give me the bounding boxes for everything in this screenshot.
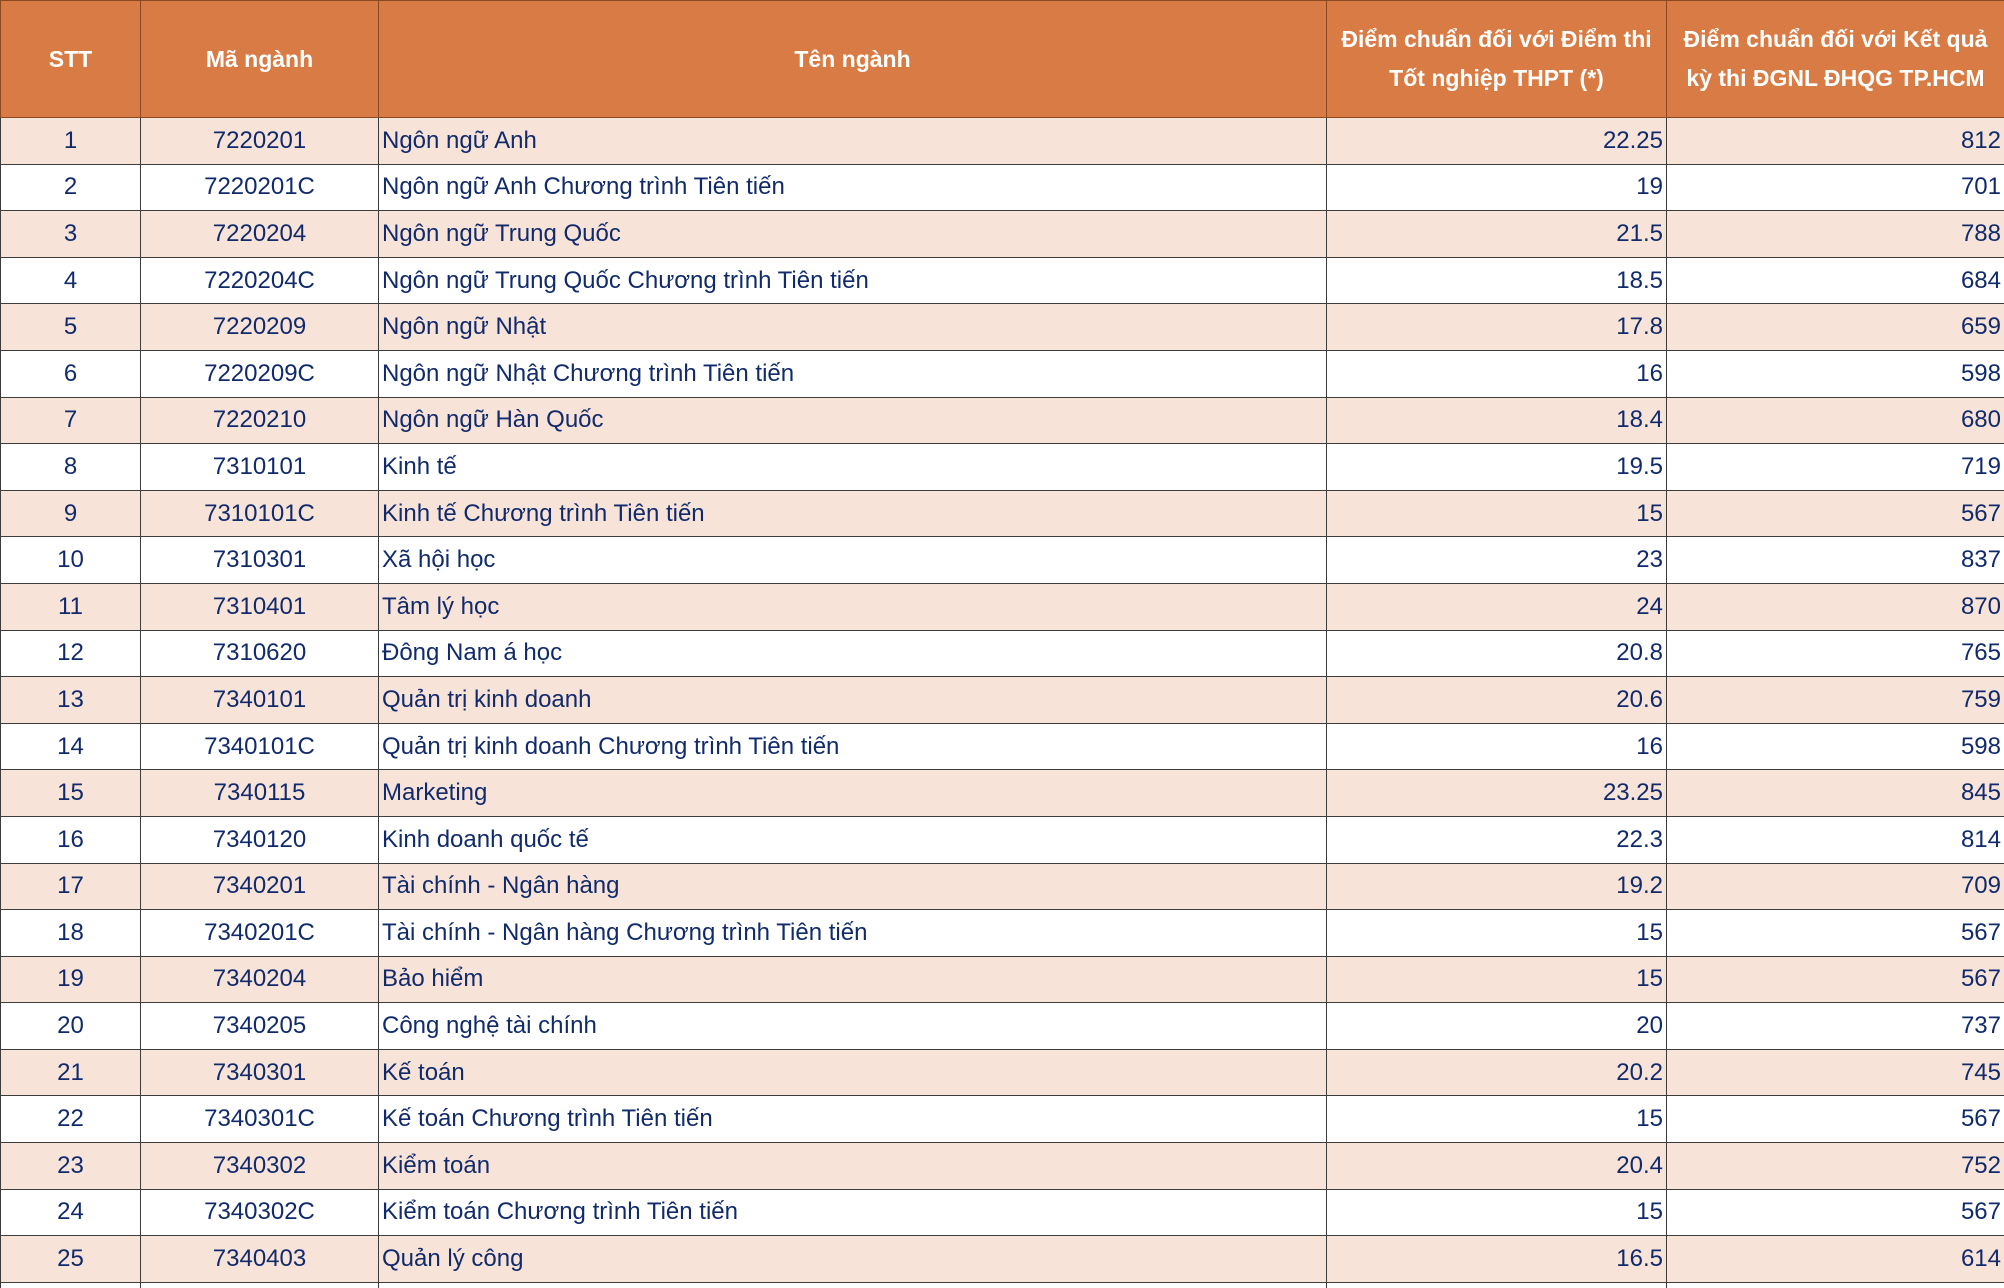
cell-stt: 8 (1, 444, 141, 491)
cell-stt: 4 (1, 257, 141, 304)
cell-diem-thpt: 19 (1327, 164, 1667, 211)
table-row (1, 211, 2004, 258)
table-row (1, 164, 2004, 211)
cell-empty (1327, 1282, 1667, 1288)
cell-ma-nganh: 7340403 (141, 1236, 379, 1283)
cell-ten-nganh: Marketing (379, 770, 1327, 817)
cell-diem-dgnl: 567 (1667, 1096, 2004, 1143)
table-row (1, 677, 2004, 724)
cell-ma-nganh: 7340301C (141, 1096, 379, 1143)
cell-diem-dgnl: 812 (1667, 118, 2004, 165)
cell-diem-thpt: 20.6 (1327, 677, 1667, 724)
table-row (1, 1049, 2004, 1096)
cell-ma-nganh: 7220210 (141, 397, 379, 444)
cell-ma-nganh: 7340205 (141, 1003, 379, 1050)
cell-diem-dgnl: 598 (1667, 723, 2004, 770)
cell-diem-dgnl: 701 (1667, 164, 2004, 211)
cell-diem-dgnl: 598 (1667, 350, 2004, 397)
cell-stt: 23 (1, 1143, 141, 1190)
cell-stt: 11 (1, 583, 141, 630)
cell-ten-nganh: Quản lý công (379, 1236, 1327, 1283)
cell-stt: 13 (1, 677, 141, 724)
cell-stt: 25 (1, 1236, 141, 1283)
cell-diem-thpt: 18.5 (1327, 257, 1667, 304)
cell-diem-dgnl: 684 (1667, 257, 2004, 304)
table-row (1, 118, 2004, 165)
cell-diem-dgnl: 659 (1667, 304, 2004, 351)
header-row (1, 1, 2004, 118)
cell-diem-dgnl: 709 (1667, 863, 2004, 910)
cell-ma-nganh: 7340201C (141, 910, 379, 957)
cell-diem-thpt: 23.25 (1327, 770, 1667, 817)
cell-ma-nganh: 7340201 (141, 863, 379, 910)
cell-diem-thpt: 20.8 (1327, 630, 1667, 677)
table-row (1, 770, 2004, 817)
cell-stt: 7 (1, 397, 141, 444)
cell-ma-nganh: 7340302 (141, 1143, 379, 1190)
cell-empty (379, 1282, 1327, 1288)
table-row (1, 1096, 2004, 1143)
cell-empty (1667, 1282, 2004, 1288)
cell-ten-nganh: Công nghệ tài chính (379, 1003, 1327, 1050)
cell-diem-dgnl: 788 (1667, 211, 2004, 258)
table-row (1, 444, 2004, 491)
cell-diem-thpt: 17.8 (1327, 304, 1667, 351)
table-row (1, 583, 2004, 630)
cell-diem-thpt: 23 (1327, 537, 1667, 584)
cell-diem-thpt: 20 (1327, 1003, 1667, 1050)
cell-ten-nganh: Ngôn ngữ Trung Quốc (379, 211, 1327, 258)
cell-ten-nganh: Kinh tế (379, 444, 1327, 491)
cell-ten-nganh: Kiểm toán Chương trình Tiên tiến (379, 1189, 1327, 1236)
cell-stt: 16 (1, 816, 141, 863)
cell-ma-nganh: 7310620 (141, 630, 379, 677)
cell-diem-dgnl: 845 (1667, 770, 2004, 817)
cell-ma-nganh: 7340301 (141, 1049, 379, 1096)
cell-diem-dgnl: 680 (1667, 397, 2004, 444)
cell-stt: 6 (1, 350, 141, 397)
table-body (1, 118, 2004, 1288)
cell-stt: 2 (1, 164, 141, 211)
cell-stt: 22 (1, 1096, 141, 1143)
cell-diem-thpt: 15 (1327, 956, 1667, 1003)
cell-ma-nganh: 7220201 (141, 118, 379, 165)
cell-empty (1, 1282, 141, 1288)
cell-ten-nganh: Kinh doanh quốc tế (379, 816, 1327, 863)
cell-diem-thpt: 20.4 (1327, 1143, 1667, 1190)
cell-diem-thpt: 19.2 (1327, 863, 1667, 910)
header-ma-nganh: Mã ngành (141, 1, 379, 118)
cell-ma-nganh: 7220209 (141, 304, 379, 351)
cell-ten-nganh: Quản trị kinh doanh (379, 677, 1327, 724)
cell-ma-nganh: 7340120 (141, 816, 379, 863)
cell-ma-nganh: 7340101 (141, 677, 379, 724)
cell-stt: 1 (1, 118, 141, 165)
cell-diem-dgnl: 870 (1667, 583, 2004, 630)
table-row (1, 863, 2004, 910)
cell-diem-thpt: 19.5 (1327, 444, 1667, 491)
table-header (1, 1, 2004, 118)
cell-ma-nganh: 7220204 (141, 211, 379, 258)
cell-diem-thpt: 15 (1327, 490, 1667, 537)
cell-diem-thpt: 24 (1327, 583, 1667, 630)
table-row-partial (1, 1282, 2004, 1288)
cell-stt: 24 (1, 1189, 141, 1236)
cell-ten-nganh: Tài chính - Ngân hàng (379, 863, 1327, 910)
cell-ten-nganh: Quản trị kinh doanh Chương trình Tiên tiến (379, 723, 1327, 770)
cell-diem-dgnl: 719 (1667, 444, 2004, 491)
cell-diem-thpt: 16.5 (1327, 1236, 1667, 1283)
cell-ma-nganh: 7220209C (141, 350, 379, 397)
cell-ma-nganh: 7220201C (141, 164, 379, 211)
cell-diem-dgnl: 814 (1667, 816, 2004, 863)
cell-diem-dgnl: 567 (1667, 1189, 2004, 1236)
cell-stt: 21 (1, 1049, 141, 1096)
cell-ma-nganh: 7340115 (141, 770, 379, 817)
header-diem-dgnl: Điểm chuẩn đối với Kết quả kỳ thi ĐGNL ĐHQG TP.HCM (1667, 1, 2004, 118)
cell-ten-nganh: Kinh tế Chương trình Tiên tiến (379, 490, 1327, 537)
cell-diem-thpt: 20.2 (1327, 1049, 1667, 1096)
cell-empty (141, 1282, 379, 1288)
header-diem-thpt: Điểm chuẩn đối với Điểm thi Tốt nghiệp THPT (*) (1327, 1, 1667, 118)
cell-diem-thpt: 22.3 (1327, 816, 1667, 863)
cell-diem-thpt: 15 (1327, 1189, 1667, 1236)
cell-ten-nganh: Ngôn ngữ Nhật Chương trình Tiên tiến (379, 350, 1327, 397)
cell-ten-nganh: Ngôn ngữ Hàn Quốc (379, 397, 1327, 444)
cell-diem-thpt: 15 (1327, 910, 1667, 957)
cell-ma-nganh: 7340101C (141, 723, 379, 770)
header-stt: STT (1, 1, 141, 118)
cell-diem-dgnl: 745 (1667, 1049, 2004, 1096)
cell-stt: 15 (1, 770, 141, 817)
cell-diem-dgnl: 567 (1667, 956, 2004, 1003)
cell-diem-thpt: 16 (1327, 723, 1667, 770)
cell-ma-nganh: 7310101C (141, 490, 379, 537)
cell-stt: 17 (1, 863, 141, 910)
cell-stt: 9 (1, 490, 141, 537)
cell-stt: 12 (1, 630, 141, 677)
cell-diem-thpt: 16 (1327, 350, 1667, 397)
table-row (1, 816, 2004, 863)
cell-ten-nganh: Tâm lý học (379, 583, 1327, 630)
cell-stt: 5 (1, 304, 141, 351)
cell-diem-dgnl: 567 (1667, 490, 2004, 537)
cell-ten-nganh: Ngôn ngữ Anh Chương trình Tiên tiến (379, 164, 1327, 211)
cell-ma-nganh: 7220204C (141, 257, 379, 304)
table-row (1, 257, 2004, 304)
cell-ma-nganh: 7310101 (141, 444, 379, 491)
table-row (1, 537, 2004, 584)
cell-diem-dgnl: 759 (1667, 677, 2004, 724)
table-row (1, 956, 2004, 1003)
cell-diem-dgnl: 837 (1667, 537, 2004, 584)
cell-diem-dgnl: 737 (1667, 1003, 2004, 1050)
cell-diem-dgnl: 752 (1667, 1143, 2004, 1190)
cell-ten-nganh: Xã hội học (379, 537, 1327, 584)
table-row (1, 630, 2004, 677)
cell-ten-nganh: Kiểm toán (379, 1143, 1327, 1190)
cell-diem-dgnl: 614 (1667, 1236, 2004, 1283)
cell-stt: 18 (1, 910, 141, 957)
cell-ten-nganh: Đông Nam á học (379, 630, 1327, 677)
table-row (1, 723, 2004, 770)
table-row (1, 1189, 2004, 1236)
cell-stt: 19 (1, 956, 141, 1003)
cell-diem-dgnl: 567 (1667, 910, 2004, 957)
table-row (1, 1003, 2004, 1050)
table-row (1, 397, 2004, 444)
cell-diem-thpt: 18.4 (1327, 397, 1667, 444)
cell-diem-thpt: 22.25 (1327, 118, 1667, 165)
table-row (1, 350, 2004, 397)
cell-ten-nganh: Tài chính - Ngân hàng Chương trình Tiên tiến (379, 910, 1327, 957)
table-row (1, 910, 2004, 957)
table-row (1, 490, 2004, 537)
cell-ten-nganh: Bảo hiểm (379, 956, 1327, 1003)
cell-stt: 14 (1, 723, 141, 770)
header-ten-nganh: Tên ngành (379, 1, 1327, 118)
cell-ma-nganh: 7340204 (141, 956, 379, 1003)
cell-ten-nganh: Ngôn ngữ Trung Quốc Chương trình Tiên tiến (379, 257, 1327, 304)
table-row (1, 1143, 2004, 1190)
cell-stt: 3 (1, 211, 141, 258)
cell-ma-nganh: 7310301 (141, 537, 379, 584)
cell-diem-thpt: 15 (1327, 1096, 1667, 1143)
cell-stt: 20 (1, 1003, 141, 1050)
cell-ten-nganh: Ngôn ngữ Anh (379, 118, 1327, 165)
cell-ten-nganh: Kế toán (379, 1049, 1327, 1096)
cell-ma-nganh: 7340302C (141, 1189, 379, 1236)
table-row (1, 1236, 2004, 1283)
cell-ten-nganh: Kế toán Chương trình Tiên tiến (379, 1096, 1327, 1143)
cell-stt: 10 (1, 537, 141, 584)
cell-ten-nganh: Ngôn ngữ Nhật (379, 304, 1327, 351)
cell-diem-dgnl: 765 (1667, 630, 2004, 677)
cell-diem-thpt: 21.5 (1327, 211, 1667, 258)
table-row (1, 304, 2004, 351)
cell-ma-nganh: 7310401 (141, 583, 379, 630)
